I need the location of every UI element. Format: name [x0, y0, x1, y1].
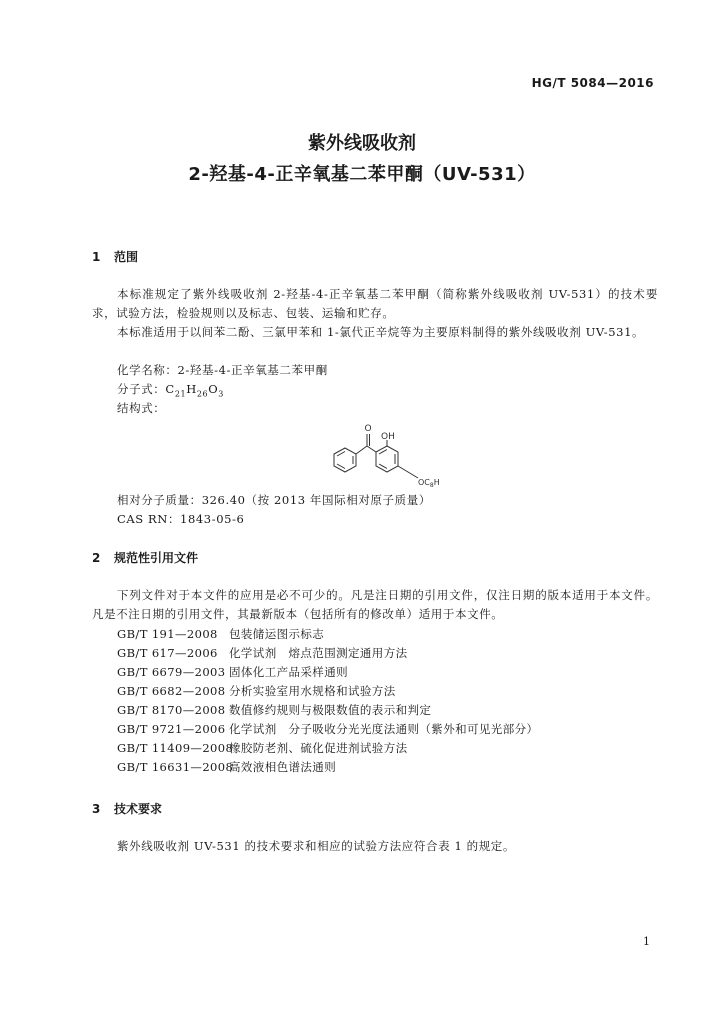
- formula-h: H: [186, 382, 197, 396]
- ref-title: 化学试剂 分子吸收分光光度法通则（紫外和可见光部分）: [229, 722, 539, 736]
- octyloxy-label: $OC_8H$: [418, 478, 440, 489]
- title-line-1: 紫外线吸收剂: [308, 133, 416, 154]
- structural-formula: [310, 418, 490, 492]
- section-1-heading: [92, 248, 138, 265]
- section-number: 3: [92, 802, 101, 816]
- scope-paragraph-2: 本标准适用于以间苯二酚、三氯甲苯和 1-氯代正辛烷等为主要原料制得的紫外线吸收剂 UV-531。: [117, 325, 645, 339]
- ref-code: GB/T 6679—2003: [117, 665, 226, 679]
- ref-title: 高效液相色谱法通则: [229, 760, 337, 774]
- ref-code: GB/T 617—2006: [117, 646, 218, 660]
- ref-title: 固体化工产品采样通则: [229, 665, 348, 679]
- bond-octyloxy: [398, 466, 418, 478]
- formula-c: C: [165, 382, 175, 396]
- ref-title: 数值修约规则与极限数值的表示和判定: [229, 703, 432, 717]
- formula-c-count: 21: [174, 389, 187, 399]
- section-title: 规范性引用文件: [114, 551, 199, 565]
- ref-title: 化学试剂 熔点范围测定通用方法: [229, 646, 408, 660]
- section-title: 技术要求: [114, 802, 163, 816]
- list-item: [117, 644, 408, 663]
- title-line-2: 2-羟基-4-正辛氧基二苯甲酮（UV-531）: [188, 164, 536, 185]
- list-item: [117, 682, 396, 701]
- cas-number: CAS RN：1843-05-6: [117, 512, 245, 526]
- ref-title: 橡胶防老剂、硫化促进剂试验方法: [229, 741, 408, 755]
- page-number: 1: [643, 935, 650, 948]
- ref-code: GB/T 6682—2008: [117, 684, 226, 698]
- ref-code: GB/T 8170—2008: [117, 703, 226, 717]
- list-item: [117, 720, 538, 739]
- formula-o: O: [208, 382, 219, 396]
- ref-code: GB/T 9721—2006: [117, 722, 226, 736]
- carbonyl-oxygen-label: O: [364, 424, 372, 434]
- list-item: [117, 758, 336, 777]
- formula-o-count: 3: [218, 389, 224, 399]
- bond-phenyl-carbonyl: [356, 446, 367, 454]
- molecular-mass: 相对分子质量：326.40（按 2013 年国际相对原子质量）: [117, 493, 431, 507]
- list-item: [117, 625, 324, 644]
- ref-code: GB/T 191—2008: [117, 627, 218, 641]
- ref-title: 分析实验室用水规格和试验方法: [229, 684, 396, 698]
- section-2-heading: [92, 549, 198, 566]
- technical-requirements-paragraph: 紫外线吸收剂 UV-531 的技术要求和相应的试验方法应符合表 1 的规定。: [117, 839, 516, 853]
- section-number: 2: [92, 551, 101, 565]
- formula-label: 分子式：: [117, 382, 166, 396]
- document-title: [0, 132, 724, 188]
- hydroxyl-label: OH: [381, 432, 395, 442]
- section-title: 范围: [114, 250, 139, 264]
- chemical-name: 化学名称：2-羟基-4-正辛氧基二苯甲酮: [117, 363, 328, 377]
- ref-title: 包装储运图示标志: [229, 627, 325, 641]
- ref-code: GB/T 16631—2008: [117, 760, 234, 774]
- structure-label: 结构式：: [117, 401, 166, 415]
- section-3-heading: [92, 800, 162, 817]
- list-item: [117, 701, 431, 720]
- scope-paragraph-1: 本标准规定了紫外线吸收剂 2-羟基-4-正辛氧基二苯甲酮（简称紫外线吸收剂 UV-531）的技术要求，试验方法，检验规则以及标志、包装、运输和贮存。: [92, 287, 658, 320]
- list-item: [117, 663, 348, 682]
- formula-h-count: 26: [196, 389, 209, 399]
- list-item: [117, 739, 408, 758]
- normative-refs-paragraph: 下列文件对于本文件的应用是必不可少的。凡是注日期的引用文件，仅注日期的版本适用于本文件。凡是不注日期的引用文件，其最新版本（包括所有的修改单）适用于本文件。: [92, 588, 658, 621]
- ref-code: GB/T 11409—2008: [117, 741, 234, 755]
- section-number: 1: [92, 250, 101, 264]
- standard-code: HG/T 5084—2016: [531, 76, 654, 90]
- bond-carbonyl-ring: [367, 446, 376, 452]
